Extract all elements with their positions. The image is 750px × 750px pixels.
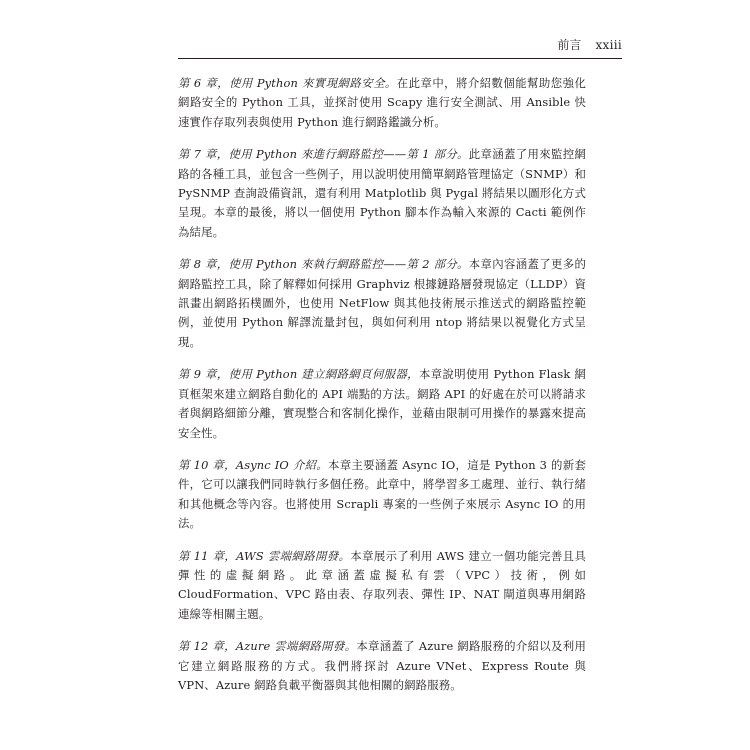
chapter-10-paragraph	[178, 456, 586, 534]
chapter-6-text: 在此章中，將介紹數個能幫助您強化網路安全的 Python 工具，並探討使用 Scapy 進行安全測試、用 Ansible 快速實作存取列表與使用 Python 進行網路鑑識分析。	[178, 76, 586, 129]
chapter-7-text: 此章涵蓋了用來監控網路的各種工具，並包含一些例子，用以說明使用簡單網路管理協定（SNMP）和 PySNMP 查詢設備資訊，還有利用 Matplotlib 與 Pygal 將結果以圖形化方式呈現。本章的最後，將以一個使用 Python 腳本作為輸入來源的 Cacti 範例作為結尾。	[178, 147, 586, 239]
chapter-7-heading: 第 7 章，使用 Python 來進行網路監控——第 1 部分。	[178, 147, 469, 162]
chapter-9-text: 本章說明使用 Python Flask 網頁框架來建立網路自動化的 API 端點的方法。網路 API 的好處在於可以將請求者與網路細節分離，實現整合和客制化操作，並藉由限制可用操作的暴露來提高安全性。	[178, 367, 587, 440]
chapter-10-heading: 第 10 章，Async IO 介紹。	[178, 457, 329, 472]
chapter-12-heading: 第 12 章，Azure 雲端網路開發。	[178, 639, 357, 654]
chapter-8-paragraph	[178, 255, 586, 352]
running-header	[178, 36, 622, 56]
chapter-9-paragraph	[178, 365, 586, 443]
chapter-9-heading: 第 9 章，使用 Python 建立網路網頁伺服器，	[178, 367, 419, 382]
section-name: 前言	[557, 38, 582, 52]
chapter-11-heading: 第 11 章，AWS 雲端網路開發。	[178, 548, 351, 563]
header-rule	[178, 58, 622, 59]
chapter-8-text: 本章內容涵蓋了更多的網路監控工具，除了解釋如何採用 Graphviz 根據鏈路層發現協定（LLDP）資訊畫出網路拓樸圖外，也使用 NetFlow 與其他技術展示推送式的網路監控範例，並使用 Python 解譯流量封包，與如何利用 ntop 將結果以視覺化方式呈現。	[178, 257, 586, 349]
body-text	[178, 74, 586, 708]
chapter-7-paragraph	[178, 145, 586, 242]
chapter-11-paragraph	[178, 547, 586, 625]
chapter-6-heading: 第 6 章，使用 Python 來實現網路安全。	[178, 76, 397, 90]
chapter-6-paragraph	[178, 74, 586, 132]
chapter-12-paragraph	[178, 637, 586, 695]
chapter-12-text: 本章涵蓋了 Azure 網路服務的介紹以及利用它建立網路服務的方式。我們將探討 Azure VNet、Express Route 與 VPN、Azure 網路負載平衡器與其他相關的網路服務。	[178, 639, 586, 692]
chapter-10-text: 本章主要涵蓋 Async IO，這是 Python 3 的新套件，它可以讓我們同時執行多個任務。此章中，將學習多工處理、並行、執行緒和其他概念等內容。也將使用 Scrapli 專案的一些例子來展示 Async IO 的用法。	[178, 457, 586, 531]
chapter-8-heading: 第 8 章，使用 Python 來執行網路監控——第 2 部分。	[178, 257, 469, 272]
chapter-11-text: 本章展示了利用 AWS 建立一個功能完善且具彈性的虛擬網路。此章涵蓋虛擬私有雲（VPC）技術，例如 CloudFormation、VPC 路由表、存取列表、彈性 IP、NAT 閘道與專用網路連線等相關主題。	[178, 548, 586, 621]
page-number: xxiii	[595, 38, 622, 52]
